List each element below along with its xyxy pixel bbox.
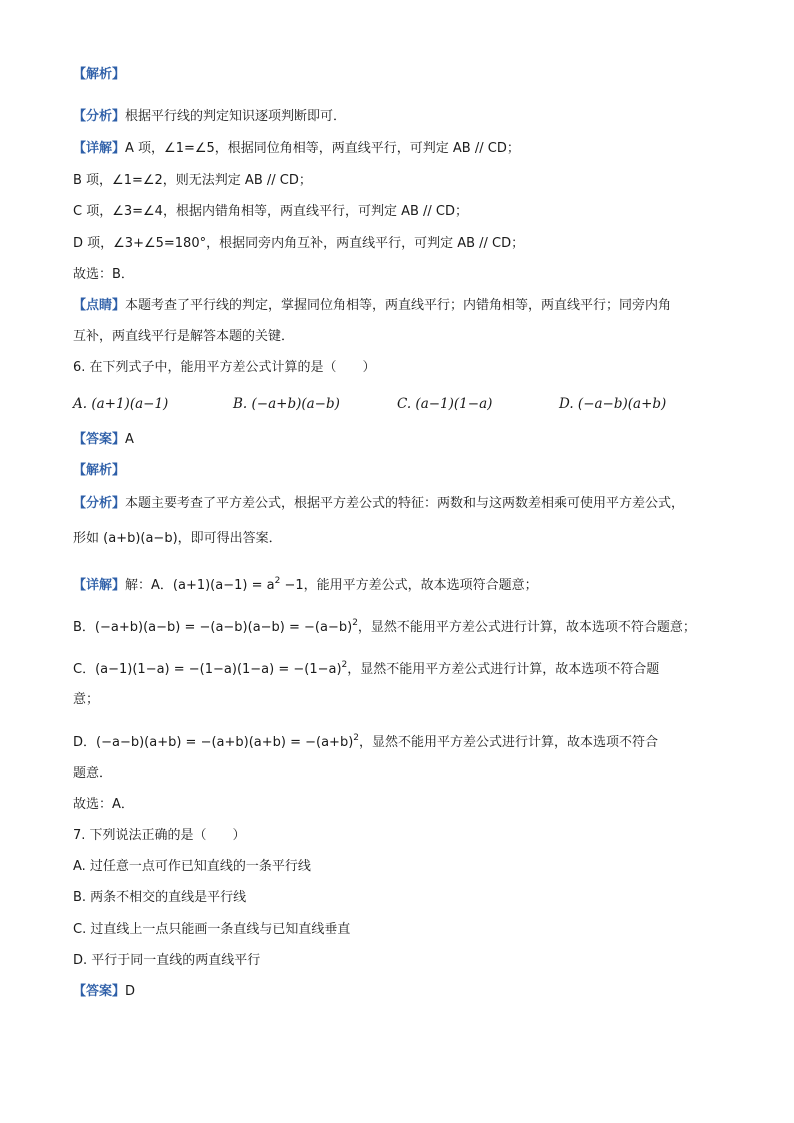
q6-answer-value: A (125, 432, 134, 447)
q6-detail-d (73, 729, 733, 752)
q5-analysis (73, 108, 733, 126)
q6-detail-a-sup: 2 (274, 576, 281, 586)
q6-analysis-1: 本题主要考查了平方差公式，根据平方差公式的特征：两数和与这两数差相乘可使用平方差公式， (125, 496, 685, 511)
q6-answer-line (73, 431, 733, 449)
q6-analysis-2: 形如 (a+b)(a−b)，即可得出答案． (73, 531, 282, 546)
q7-answer-line (73, 983, 733, 1001)
q6-analysis (73, 495, 733, 513)
q7-option-a: A. 过任意一点可作已知直线的一条平行线 (73, 859, 311, 874)
q5-comment-1: 本题考查了平行线的判定，掌握同位角相等，两直线平行；内错角相等，两直线平行；同旁内角 (125, 298, 672, 313)
q6-detail-a-post: −1，能用平方差公式，故本选项符合题意； (280, 578, 538, 593)
q7-question: 7. 下列说法正确的是（ ） (73, 828, 246, 843)
q6-detail-c (73, 656, 733, 679)
fenxi-tag: 【分析】 (73, 496, 126, 511)
q6-question: 6. 在下列式子中，能用平方差公式计算的是（ ） (73, 360, 376, 375)
jiexi-tag: 【解析】 (73, 67, 126, 82)
xiangjie-tag: 【详解】 (73, 141, 126, 156)
q6-option-a: A. (a+1)(a−1) (73, 396, 169, 412)
fenxi-tag: 【分析】 (73, 109, 126, 124)
daan-tag: 【答案】 (73, 432, 126, 447)
q6-detail-c-post: ，显然不能用平方差公式进行计算，故本选项不符合题 (347, 662, 660, 677)
q6-detail-d-pre: D．(−a−b)(a+b) = −(a+b)(a+b) = −(a+b) (73, 735, 354, 750)
q6-detail-b (73, 614, 733, 637)
q5-detail-c: C 项，∠3=∠4，根据内错角相等，两直线平行，可判定 AB // CD； (73, 204, 469, 219)
q6-detail-c-2: 意； (73, 692, 100, 707)
q6-detail-c-pre: C．(a−1)(1−a) = −(1−a)(1−a) = −(1−a) (73, 662, 342, 677)
q6-detail-d-post: ，显然不能用平方差公式进行计算，故本选项不符合 (359, 735, 659, 750)
q7-option-b: B. 两条不相交的直线是平行线 (73, 890, 247, 905)
xiangjie-tag: 【详解】 (73, 578, 126, 593)
q6-option-c: C. (a−1)(1−a) (397, 396, 493, 412)
q6-detail-d-sup: 2 (353, 733, 360, 743)
q5-comment (73, 297, 733, 315)
q5-answer: 故选：B． (73, 267, 134, 282)
q6-option-b: B. (−a+b)(a−b) (233, 396, 340, 412)
q5-analysis-text: 根据平行线的判定知识逐项判断即可． (125, 109, 347, 124)
daan-tag: 【答案】 (73, 984, 126, 999)
q7-option-c: C. 过直线上一点只能画一条直线与已知直线垂直 (73, 922, 351, 937)
q7-answer-value: D (125, 984, 136, 999)
q5-detail-a-text: A 项，∠1=∠5，根据同位角相等，两直线平行，可判定 AB // CD； (125, 141, 520, 156)
q6-detail-b-sup: 2 (352, 618, 358, 628)
dianjing-tag: 【点睛】 (73, 298, 126, 313)
q7-option-d: D. 平行于同一直线的两直线平行 (73, 953, 261, 968)
q6-detail-a (73, 572, 733, 595)
q6-detail-c-sup: 2 (341, 660, 348, 670)
q6-detail-d-2: 题意． (73, 766, 113, 781)
jiexi-tag: 【解析】 (73, 463, 126, 478)
q6-jiexi-heading (73, 462, 733, 480)
q5-detail-a (73, 140, 733, 158)
q6-final-answer: 故选：A． (73, 797, 134, 812)
q6-option-d: D. (−a−b)(a+b) (559, 396, 667, 412)
q6-detail-b-pre: B．(−a+b)(a−b) = −(a−b)(a−b) = −(a−b) (73, 620, 353, 635)
q5-detail-b: B 项，∠1=∠2，则无法判定 AB // CD； (73, 173, 312, 188)
q5-detail-d: D 项，∠3+∠5=180°，根据同旁内角互补，两直线平行，可判定 AB // CD； (73, 236, 525, 251)
q5-comment-2: 互补，两直线平行是解答本题的关键． (73, 329, 295, 344)
jiexi-heading (73, 66, 733, 84)
q6-detail-b-post: ，显然不能用平方差公式进行计算，故本选项不符合题意； (357, 620, 696, 635)
q6-detail-a-pre: 解：A．(a+1)(a−1) = a (125, 578, 275, 593)
